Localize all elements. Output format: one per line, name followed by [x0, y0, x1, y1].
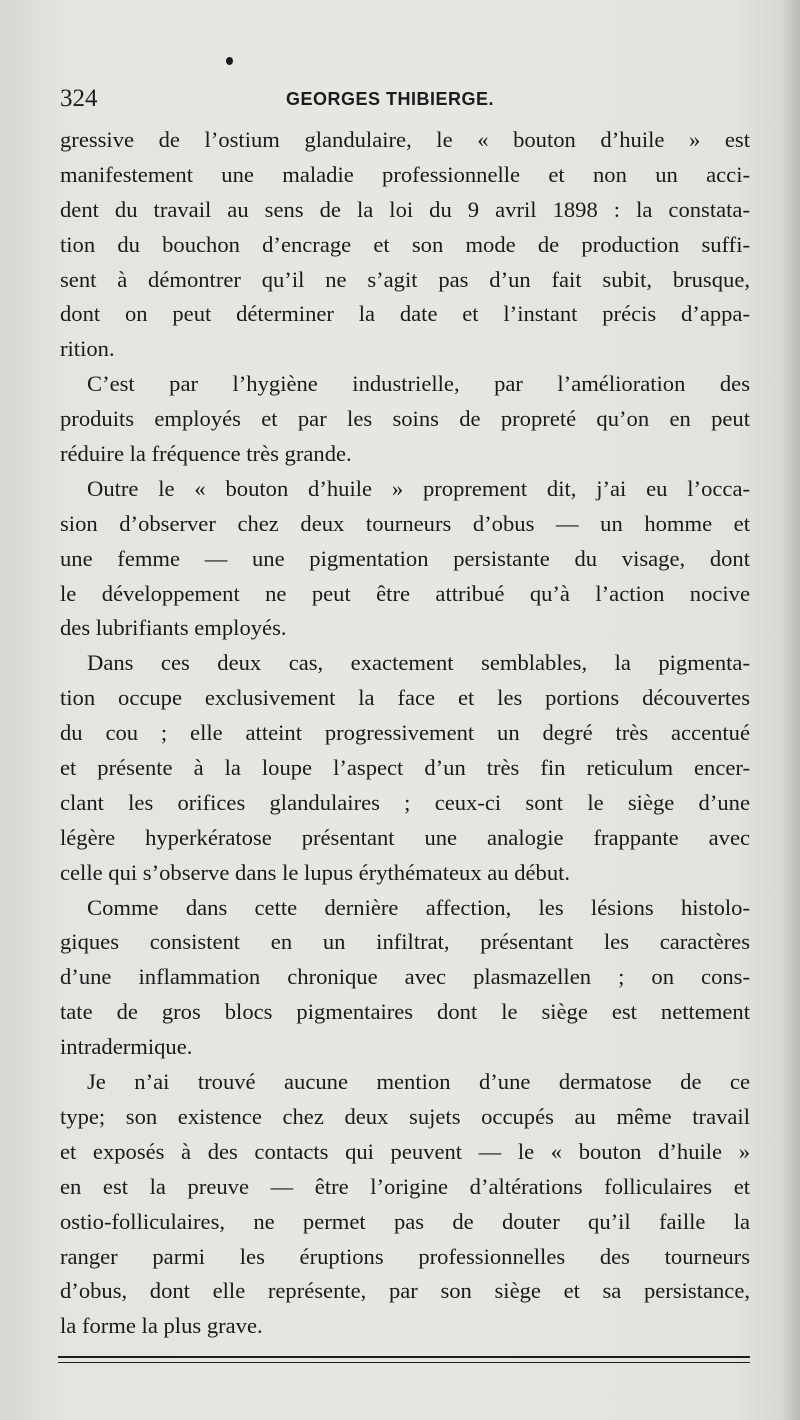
text-line: tion occupe exclusivement la face et les portions découvertes	[60, 685, 750, 711]
text-line: d’obus, dont elle représente, par son siège et sa persistance,	[60, 1278, 750, 1304]
text-line: dent du travail au sens de la loi du 9 avril 1898 : la constata-	[60, 196, 750, 222]
text-line: la forme la plus grave.	[60, 1313, 263, 1339]
text-line: Outre le « bouton d’huile » proprement dit, j’ai eu l’occa-	[87, 475, 750, 501]
text-line: dont on peut déterminer la date et l’instant précis d’appa-	[60, 301, 750, 327]
text-line: produits employés et par les soins de propreté qu’on en peut	[60, 406, 750, 432]
text-line: Comme dans cette dernière affection, les lésions histolo-	[87, 894, 750, 920]
text-line: légère hyperkératose présentant une analogie frappante avec	[60, 824, 750, 850]
text-line: ostio-folliculaires, ne permet pas de douter qu’il faille la	[60, 1208, 750, 1234]
text-line: gressive de l’ostium glandulaire, le « bouton d’huile » est	[60, 127, 750, 152]
end-rule-thick	[58, 1356, 750, 1358]
end-rule-thin	[58, 1362, 750, 1363]
running-head	[60, 84, 750, 114]
text-line: tate de gros blocs pigmentaires dont le siège est nettement	[60, 999, 750, 1025]
text-line: une femme — une pigmentation persistante du visage, dont	[60, 545, 750, 571]
text-line: manifestement une maladie professionnelle et non un acci-	[60, 161, 750, 187]
body-text	[60, 123, 750, 1344]
text-line: le développement ne peut être attribué qu’à l’action nocive	[60, 580, 750, 606]
text-line: ranger parmi les éruptions professionnelles des tourneurs	[60, 1243, 750, 1269]
text-line: Dans ces deux cas, exactement semblables, la pigmenta-	[87, 650, 750, 676]
running-title-author: GEORGES THIBIERGE.	[286, 89, 495, 109]
page-number: 324	[60, 85, 98, 112]
text-line: tion du bouchon d’encrage et son mode de production suffi-	[60, 231, 750, 257]
text-line: et exposés à des contacts qui peuvent — le « bouton d’huile »	[60, 1138, 750, 1164]
text-line: Je n’ai trouvé aucune mention d’une dermatose de ce	[87, 1069, 750, 1095]
text-line: sion d’observer chez deux tourneurs d’obus — un homme et	[60, 510, 750, 536]
text-line: du cou ; elle atteint progressivement un degré très accentué	[60, 720, 750, 746]
text-line: réduire la fréquence très grande.	[60, 441, 352, 467]
text-line: en est la preuve — être l’origine d’altérations folliculaires et	[60, 1173, 750, 1199]
text-line: des lubrifiants employés.	[60, 615, 287, 641]
text-line: clant les orifices glandulaires ; ceux-ci sont le siège d’une	[60, 789, 750, 815]
text-line: celle qui s’observe dans le lupus érythémateux au début.	[60, 859, 571, 885]
text-line: type; son existence chez deux sujets occupés au même travail	[60, 1103, 750, 1129]
text-line: sent à démontrer qu’il ne s’agit pas d’un fait subit, brusque,	[60, 266, 750, 292]
text-line: giques consistent en un infiltrat, présentant les caractères	[60, 929, 750, 955]
text-line: C’est par l’hygiène industrielle, par l’amélioration des	[87, 371, 750, 397]
text-line: rition.	[60, 336, 115, 362]
text-line: et présente à la loupe l’aspect d’un très fin reticulum encer-	[60, 755, 750, 781]
text-line: d’une inflammation chronique avec plasmazellen ; on cons-	[60, 964, 750, 990]
text-line: intradermique.	[60, 1034, 193, 1060]
ink-speck	[226, 57, 233, 65]
page-edge-shadow	[782, 0, 800, 1420]
